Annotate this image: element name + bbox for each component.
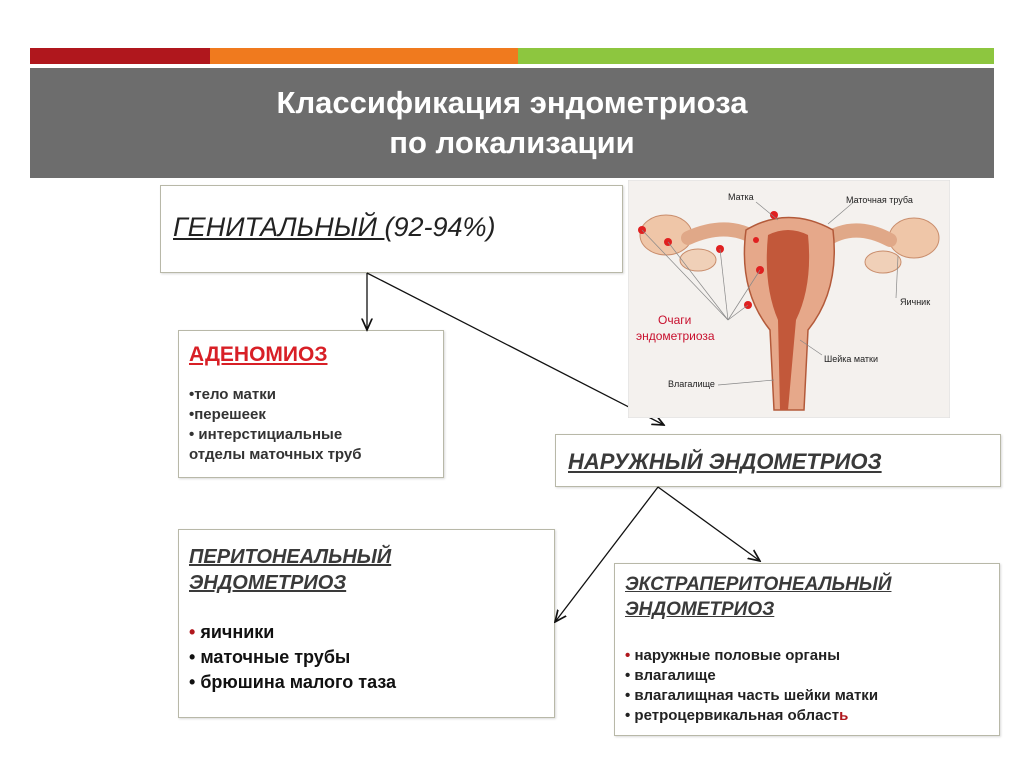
title-line-1: Классификация эндометриоза	[276, 85, 748, 120]
arrow-to-peritoneal	[555, 487, 658, 622]
extraperitoneal-title: ЭКСТРАПЕРИТОНЕАЛЬНЫЙ ЭНДОМЕТРИОЗ	[625, 574, 892, 620]
label-tube: Маточная труба	[846, 195, 913, 205]
arrow-to-external	[367, 273, 664, 425]
label-uterus: Матка	[728, 192, 754, 202]
list-item: •перешеек	[189, 406, 266, 423]
label-ovary: Яичник	[900, 297, 931, 307]
label-cervix: Шейка матки	[824, 354, 879, 364]
list-item: • брюшина малого таза	[189, 672, 397, 692]
list-item: • ретроцервикальная область	[625, 707, 849, 724]
list-item: • яичники	[189, 622, 275, 642]
title-line-2: по локализации	[389, 125, 635, 160]
label-foci-1: Очаги	[658, 313, 692, 327]
uterus-illustration	[628, 180, 950, 418]
genital-label: ГЕНИТАЛЬНЫЙ	[173, 212, 385, 242]
list-item: •тело матки	[189, 386, 276, 403]
list-item: • влагалищная часть шейки матки	[625, 687, 879, 704]
list-item: • маточные трубы	[189, 647, 351, 667]
list-item: отделы маточных труб	[189, 446, 362, 463]
list-item: • интерстициальные	[189, 426, 343, 443]
label-foci-2: эндометриоза	[636, 329, 715, 343]
adenomyosis-title: АДЕНОМИОЗ	[189, 343, 328, 366]
external-title: НАРУЖНЫЙ ЭНДОМЕТРИОЗ	[568, 449, 882, 474]
genital-percent: (92-94%)	[384, 212, 496, 242]
arrow-to-extraperitoneal	[658, 487, 760, 561]
list-item: • наружные половые органы	[625, 647, 841, 664]
label-vagina: Влагалище	[668, 379, 715, 389]
peritoneal-title: ПЕРИТОНЕАЛЬНЫЙ ЭНДОМЕТРИОЗ	[189, 546, 392, 594]
list-item: • влагалище	[625, 667, 716, 684]
